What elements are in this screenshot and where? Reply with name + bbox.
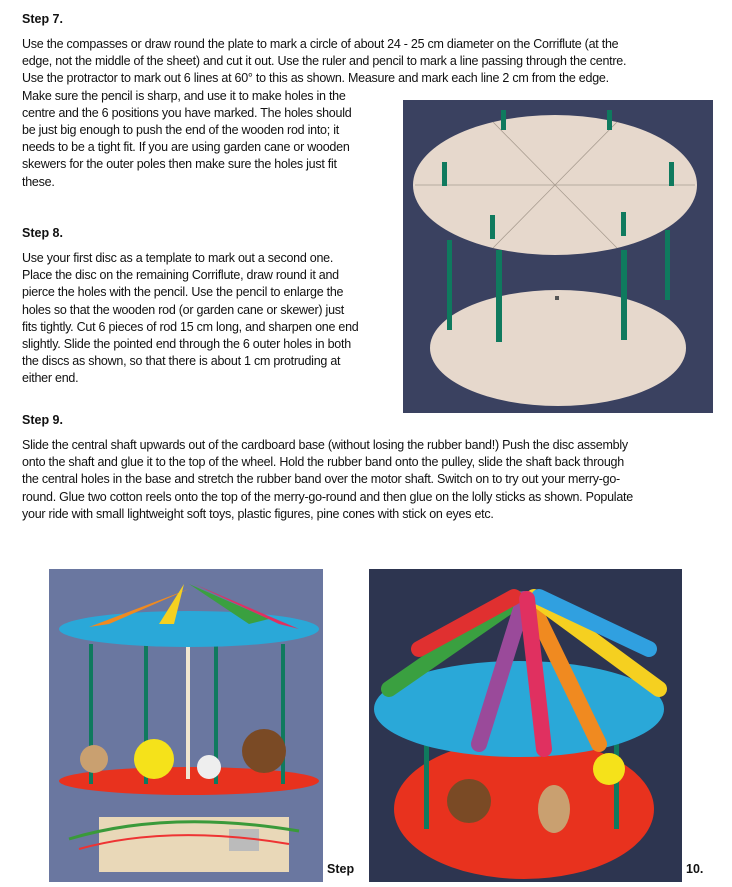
blue-disc: [59, 611, 319, 647]
text-line: fits tightly. Cut 6 pieces of rod 15 cm long, and sharpen one end: [22, 319, 359, 334]
rabbit-toy: [538, 785, 570, 833]
text-line: centre and the 6 positions you have marked. The holes should: [22, 105, 352, 120]
text-line: onto the shaft and glue it to the top of the wheel. Hold the rubber band onto the pulley, slide the shaft back through: [22, 455, 624, 470]
text-line: be just big enough to push the end of the wooden rod into; it: [22, 123, 339, 138]
step8-text: [22, 250, 359, 388]
step10-caption-right: 10.: [686, 862, 704, 876]
text-line: the central holes in the base and stretch the rubber band over the motor shaft. Switch on to try out your merry-go-: [22, 472, 620, 487]
text-line: Slide the central shaft upwards out of the cardboard base (without losing the rubber band!) Push the disc assembly: [22, 438, 628, 452]
text-line: Use the compasses or draw round the plate to mark a circle of about 24 - 25 cm diameter on the Corriflute (at the: [22, 37, 619, 51]
rod: [496, 250, 502, 342]
text-line: holes so that the wooden rod (or garden cane or skewer) just: [22, 302, 344, 317]
rod: [621, 250, 627, 340]
text-line: Use the protractor to mark out 6 lines at 60° to this as shown. Measure and mark each line 2 cm from the edge.: [22, 71, 609, 86]
text-line: round. Glue two cotton reels onto the top of the merry-go-round and then glue on the lolly sticks as shown. Populate: [22, 489, 633, 504]
rod: [665, 230, 670, 300]
text-line: Use your first disc as a template to mark out a second one.: [22, 251, 334, 265]
lower-disc: [430, 290, 686, 406]
text-line: the discs as shown, so that there is about 1 cm protruding at: [22, 354, 341, 369]
pine-cone: [242, 729, 286, 773]
text-line: skewers for the outer poles then make sure the holes just fit: [22, 157, 337, 172]
step7-heading: Step 7.: [22, 12, 63, 26]
text-line: Make sure the pencil is sharp, and use it to make holes in the: [22, 88, 346, 103]
rod: [447, 240, 452, 330]
finished-merry-go-round-photo: [369, 569, 682, 882]
disc-frame-photo: [403, 100, 713, 413]
text-line: pierce the holes with the pencil. Use the pencil to enlarge the: [22, 285, 344, 300]
text-line: your ride with small lightweight soft toys, plastic figures, pine cones with stick on eyes etc.: [22, 506, 494, 521]
step9-heading: Step 9.: [22, 413, 63, 427]
chick-toy: [134, 739, 174, 779]
text-line: Place the disc on the remaining Corriflute, draw round it and: [22, 268, 339, 283]
text-line: these.: [22, 174, 55, 189]
step10-caption-left: Step: [327, 862, 355, 876]
text-line: edge, not the middle of the sheet) and cut it out. Use the ruler and pencil to mark a line passing through the centre.: [22, 54, 627, 69]
pine-cone: [447, 779, 491, 823]
text-line: slightly. Slide the pointed end through the 6 outer holes in both: [22, 337, 351, 352]
step8-heading: Step 8.: [22, 226, 63, 240]
text-line: either end.: [22, 371, 79, 386]
merry-go-round-motor-photo: [49, 569, 323, 882]
step9-text: [22, 437, 633, 523]
text-line: needs to be a tight fit. If you are using garden cane or wooden: [22, 140, 350, 155]
